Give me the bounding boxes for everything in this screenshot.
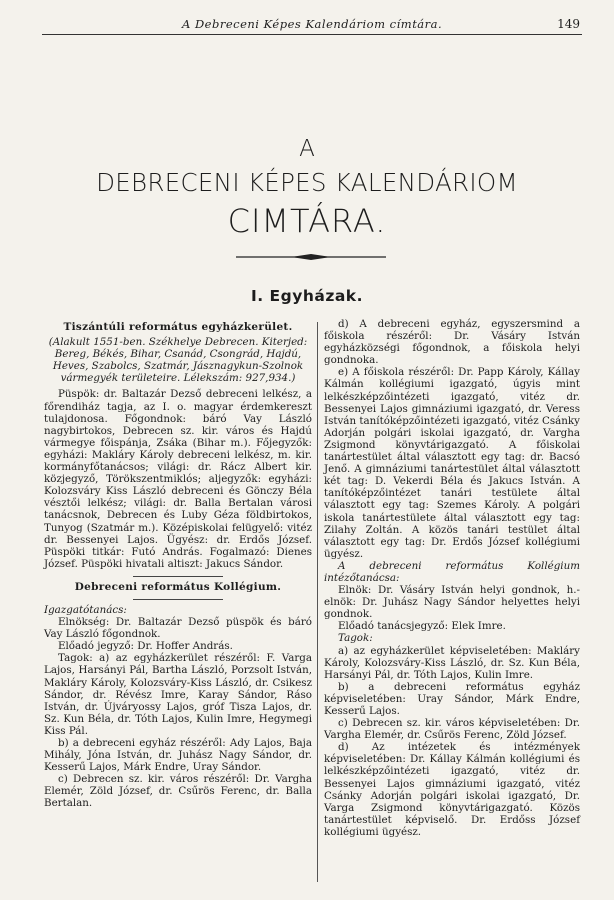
- section-rule: [133, 576, 223, 577]
- admin-label: Igazgatótanács:: [44, 603, 127, 616]
- council-c: c) Debrecen sz. kir. város képviseletében: Dr. Vargha Elemér, dr. Csűrös Ferenc, Zöld József.: [324, 717, 580, 742]
- ornament-divider: [236, 252, 386, 262]
- right-column: [324, 318, 580, 838]
- college-heading: Debreceni református Kollégium.: [74, 580, 282, 593]
- secretary-paragraph: Előadó jegyző: Dr. Hoffer András.: [58, 640, 233, 653]
- title-line-1: A: [299, 136, 315, 162]
- council-secretary: Előadó tanácsjegyző: Elek Imre.: [338, 620, 506, 633]
- members-c: c) Debrecen sz. kir. város részéről: Dr. Vargha Elemér, Zöld József, dr. Csűrös Ferenc, dr. Balla Bertalan.: [44, 773, 312, 810]
- council-d: d) Az intézetek és intézmények képviseletében: Dr. Kállay Kálmán kollégiumi és lelkészképzőintézeti igazgató, vitéz dr. Bessenyei Lajos gimnáziumi igazgató, vitéz Csánky Adorján polgári iskolai igazgató, Dr. Varga Zsigmond könyvtárigazgató. Közös tanártestület képviselő. Dr. Erdőss József kollégiumi ügyész.: [324, 741, 580, 838]
- title-line-2: DEBRECENI KÉPES KALENDÁRIOM: [96, 168, 518, 197]
- running-header: [42, 14, 582, 35]
- founding-note: (Alakult 1551-ben. Székhelye Debrecen. Kiterjed: Bereg, Békés, Bihar, Csanád, Csongrád, Hajdú, Heves, Szabolcs, Szatmár, Jásznagykun-Szolnok vármegyék területeire. Lélekszám: 927,934.): [48, 336, 308, 385]
- council-label: A debreceni református Kollégium intézőtanácsa:: [324, 559, 580, 584]
- section-heading: I. Egyházak.: [250, 287, 363, 305]
- district-heading: Tiszántúli református egyházkerület.: [63, 321, 293, 333]
- council-chairs: Elnök: Dr. Vásáry István helyi gondnok, h.-elnök: Dr. Juhász Nagy Sándor helyettes helyi gondnok.: [324, 584, 580, 621]
- board-paragraph: Elnökség: Dr. Baltazár Dezső püspök és báró Vay László főgondnok.: [44, 616, 312, 641]
- running-title: A Debreceni Képes Kalendáriom címtára.: [182, 17, 443, 31]
- page-number: 149: [557, 17, 580, 31]
- council-b: b) a debreceni református egyház képviseletében: Uray Sándor, Márk Endre, Kesserű Lajos.: [324, 680, 580, 717]
- council-members-label: Tagok:: [338, 632, 373, 645]
- members-e: e) A főiskola részéről: Dr. Papp Károly, Kállay Kálmán kollégiumi igazgató, úgyis mint lelkészképzőintézeti igazgató, vitéz dr. Bessenyei Lajos gimnáziumi igazgató, dr. Veress István tanítóképzőintézeti igazgató, vitéz Csánky Adorján polgári iskolai igazgató, dr. Vargha Zsigmond könyvtárigazgató. A főiskolai tanártestület által választott egy tag: dr. Bacsó Jenő. A gimnáziumi tanártestület által választott két tag: D. Vekerdi Béla és Jakucs István. A tanítóképzőintézet tanári testülete által választott egy tag: Szemes Károly. A polgári iskola tanártestülete által választott egy tag: Zilahy Zoltán. A közös tanári testület által választott egy tag: Dr. Erdős József kollégiumi ügyész.: [324, 366, 580, 560]
- district-body: Püspök: dr. Baltazár Dezső debreceni lelkész, a főrendiház tagja, az I. o. magyar érdemkereszt tulajdonosa. Főgondnok: báró Vay László nagybirtokos, Debrecen sz. kir. város és Hajdú vármegye főispánja, Zsáka (Bihar m.). Főjegyzők: egyházi: Makláry Károly debreceni lelkész, m. kir. kormányfőtanácsos; világi: dr. Rácz Albert kir. közjegyző, Törökszentmiklós; aljegyzők: egyházi: Kolozsváry Kiss László debreceni és Gönczy Béla vésztői lelkész; világi: dr. Balla Bertalan városi tanácsnok, Debrecen és Luby Géza földbirtokos, Tunyog (Szatmár m.). Középiskolai felügyelő: vitéz dr. Bessenyei Lajos. Ügyész: dr. Erdős József. Püspöki titkár: Futó András. Fogalmazó: Dienes József. Püspöki hivatali altiszt: Jakucs Sándor.: [44, 388, 312, 570]
- left-column: [44, 318, 312, 810]
- members-a: Tagok: a) az egyházkerület részéről: F. Varga Lajos, Harsányi Pál, Bartha László, Porzsolt István, Makláry Károly, Kolozsváry-Kiss László, dr. Csikesz Sándor, dr. Révész Imre, Karay Sándor, Ráso István, dr. Újváryossy Lajos, gróf Tisza Lajos, dr. Sz. Kun Béla, dr. Tóth Lajos, Kulin Imre, Hegymegi Kiss Pál.: [44, 652, 312, 737]
- title-line-3: CIMTÁRA.: [227, 202, 387, 240]
- column-divider: [317, 322, 318, 882]
- section-rule: [133, 599, 223, 600]
- council-a: a) az egyházkerület képviseletében: Makláry Károly, Kolozsváry-Kiss László, dr. Sz. Kun Béla, Harsányi Pál, dr. Tóth Lajos, Kulin Imre.: [324, 644, 580, 681]
- members-d: d) A debreceni egyház, egyszersmind a főiskola részéről: Dr. Vásáry István egyházközségi főgondnok, a főiskola helyi gondnoka.: [324, 318, 580, 367]
- members-b: b) a debreceni egyház részéről: Ady Lajos, Baja Mihály, Jóna István, dr. Juhász Nagy Sándor, dr. Kesserű Lajos, Márk Endre, Uray Sándor.: [44, 737, 312, 774]
